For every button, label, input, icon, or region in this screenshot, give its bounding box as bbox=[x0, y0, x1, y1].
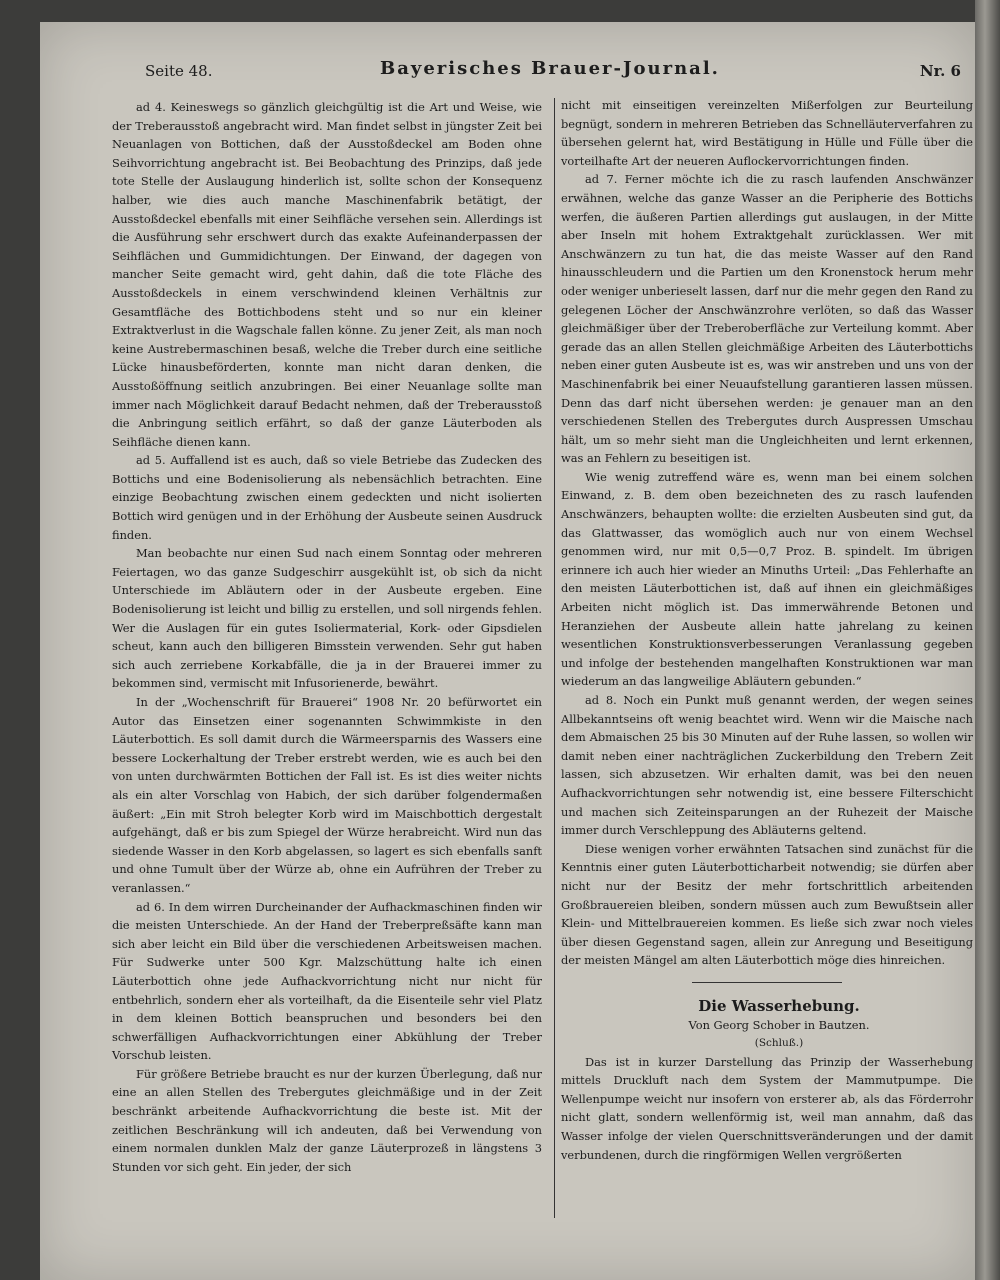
paragraph-continuation: nicht mit einseitigen vereinzelten Mißerfolgen zur Beurteilung begnügt, sondern in mehreren Betrieben das Schnelläuterverfahren zu übersehen gelernt hat, wird Bestätigung in Hülle und Fülle über die vorteilhafte Art der neueren Auflockervorrichtungen finden. bbox=[561, 98, 973, 168]
right-column bbox=[561, 96, 973, 1164]
article-part: (Schluß.) bbox=[754, 1037, 804, 1050]
left-column bbox=[112, 98, 542, 1176]
article-title: Die Wasserhebung. bbox=[698, 996, 860, 1015]
column-divider bbox=[554, 98, 555, 1218]
paragraph-groessere-betriebe: Für größere Betriebe braucht es nur der kurzen Überlegung, daß nur eine an allen Stellen des Trebergutes gleichmäßige und in der Zeit beschränkt arbeitende Aufhackvorrichtung die beste ist. Mit der zeitlichen Beschränkung will ich andeuten, daß bei Verwendung von einem normalen dunklen Malz der ganze Läuterprozeß in längstens 3 Stunden vor sich geht. Ein jeder, der sich bbox=[112, 1066, 542, 1174]
paragraph-ad8: ad 8. Noch ein Punkt muß genannt werden, der wegen seines Allbekanntseins oft wenig beachtet wird. Wenn wir die Maische nach dem Abmaischen 25 bis 30 Minuten auf der Ruhe lassen, so wollen wir damit neben einer nachträglichen Zuckerbildung den Trebern Zeit lassen, sich abzusetzen. Wir erhalten damit, was bei den neuen Aufhackvorrichtungen sehr notwendig ist, eine bessere Filterschicht und machen sich Zeiteinsparungen an der Ruhezeit der Maische immer durch Verschleppung des Abläuterns geltend. bbox=[561, 693, 973, 838]
issue-number: Nr. 6 bbox=[919, 62, 961, 80]
paragraph-conclusion: Diese wenigen vorher erwähnten Tatsachen sind zunächst für die Kenntnis einer guten Läuterbotticharbeit notwendig; sie dürfen aber nicht nur der Besitz der mehr fortschrittlich arbeitenden Großbrauereien bleiben, sondern müssen auch zum Bewußtsein aller Klein- und Mittelbrauereien kommen. Es ließe sich zwar noch vieles über diesen Gegenstand sagen, allein zur Anregung und Beseitigung der meisten Mängel am alten Läuterbottich möge dies hinreichen. bbox=[561, 841, 973, 968]
page-header bbox=[145, 58, 961, 86]
paragraph-wochenschrift: In der „Wochenschrift für Brauerei“ 1908 Nr. 20 befürwortet ein Autor das Einsetzen einer sogenannten Schwimmkiste in den Läuterbottich. Es soll damit durch die Wärmeersparnis des Wassers eine bessere Lockerhaltung der Treber erstrebt werden, wie es auch bei den von unten durchwärmten Bottichen der Fall ist. Es ist dies weiter nichts als ein alter Vorschlag von Habich, der sich darüber folgendermaßen äußert: „Ein mit Stroh belegter Korb wird im Maischbottich dergestalt aufgehängt, daß er bis zum Spiegel der Würze herabreicht. Wird nun das siedende Wasser in den Korb abgelassen, so lagert es sich ebenfalls sanft und ohne Tumult über der Würze ab, ohne ein Aufrühren der Treber zu veranlassen.“ bbox=[112, 695, 542, 895]
paragraph-ad6: ad 6. In dem wirren Durcheinander der Aufhackmaschinen finden wir die meisten Unterschiede. An der Hand der Treberpreßsäfte kann man sich aber leicht ein Bild über die verschiedenen Arbeitsweisen machen. Für Sudwerke unter 500 Kgr. Malzschüttung halte ich einen Läuterbottich ohne jede Aufhackvorrichtung nicht nur nicht für entbehrlich, sondern eher als vorteilhaft, da die Eisenteile sehr viel Platz in dem kleinen Bottich beanspruchen und besonders bei den schwerfälligen Aufhackvorrichtungen einer Abkühlung der Treber Vorschub leisten. bbox=[112, 899, 542, 1063]
page-number: Seite 48. bbox=[145, 62, 213, 80]
paragraph-ad5: ad 5. Auffallend ist es auch, daß so viele Betriebe das Zudecken des Bottichs und eine Bodenisolierung als nebensächlich betrachten. Eine einzige Beobachtung zwischen einem gedeckten und nicht isolierten Bottich wird genügen und in der Erhöhung der Ausbeute seinen Ausdruck finden. bbox=[112, 453, 542, 542]
article-text: Das ist in kurzer Darstellung das Prinzip der Wasserhebung mittels Druckluft nach dem System der Mammutpumpe. Die Wellenpumpe weicht nur insofern von ersterer ab, als das Förderrohr nicht glatt, sondern wellenförmig ist, weil man annahm, daß das Wasser infolge der vielen Querschnittsveränderungen und der damit verbundenen, durch die ringförmigen Wellen vergrößerten bbox=[561, 1054, 973, 1162]
paragraph-ad4: ad 4. Keineswegs so gänzlich gleichgültig ist die Art und Weise, wie der Treberausstoß angebracht wird. Man findet selbst in jüngster Zeit bei Neuanlagen von Bottichen, daß der Ausstoßdeckel am Boden ohne Seihvorrichtung angebracht ist. Bei Beobachtung des Prinzips, daß jede tote Stelle der Auslaugung hinderlich ist, sollte schon der Konsequenz halber, wie dies auch manche Maschinenfabrik betätigt, der Ausstoßdeckel ebenfalls mit einer Seihfläche versehen sein. Allerdings ist die Ausführung sehr erschwert durch das exakte Aufeinanderpassen der Seihflächen und Gummidichtungen. Der Einwand, der dagegen von mancher Seite gemacht wird, geht dahin, daß die tote Fläche des Ausstoßdeckels in einem verschwindend kleinen Verhältnis zur Gesamtfläche des Bottichbodens steht und so nur ein kleiner Extraktverlust in die Wagschale fallen könne. Zu jener Zeit, als man noch keine Austrebermaschinen besaß, welche die Treber durch eine seitliche Lücke hinausbeförderten, konnte man nicht daran denken, die Ausstoßöffnung seitlich anzubringen. Bei einer Neuanlage sollte man immer nach Möglichkeit darauf Bedacht nehmen, daß der Treberausstoß die Anbringung seitlich erfährt, so daß der ganze Läuterboden als Seihfläche dienen kann. bbox=[112, 100, 542, 449]
paragraph-sud: Man beobachte nur einen Sud nach einem Sonntag oder mehreren Feiertagen, wo das ganze Sudgeschirr ausgekühlt ist, ob sich da nicht Unterschiede im Abläutern oder in der Ausbeute ergeben. Eine Bodenisolierung ist leicht und billig zu erstellen, und soll nirgends fehlen. Wer die Auslagen für ein gutes Isoliermaterial, Kork- oder Gipsdielen scheut, kann auch den billigeren Bimsstein verwenden. Sehr gut haben sich auch zerriebene Korkabfälle, die ja in der Brauerei immer zu bekommen sind, vermischt mit Infusorienerde, bewährt. bbox=[112, 546, 542, 691]
journal-title: Bayerisches Brauer-Journal. bbox=[380, 58, 720, 79]
article-separator bbox=[692, 982, 842, 983]
paragraph-ad7: ad 7. Ferner möchte ich die zu rasch laufenden Anschwänzer erwähnen, welche das ganze Wasser an die Peripherie des Bottichs werfen, die äußeren Partien allerdings gut auslaugen, in der Mitte aber Inseln mit hohem Extraktgehalt zurücklassen. Wer mit Anschwänzern zu tun hat, die das meiste Wasser auf den Rand hinausschleudern und die Partien um den Kronenstock herum mehr oder weniger unberieselt lassen, darf nur die mehr gegen den Rand zu gelegenen Löcher der Anschwänzrohre verlöten, so daß das Wasser gleichmäßiger über der Treberoberfläche zur Verteilung kommt. Aber gerade das an allen Stellen gleichmäßige Arbeiten des Läuterbottichs neben einer guten Ausbeute ist es, was wir anstreben und uns von der Maschinenfabrik bei einer Neuaufstellung garantieren lassen müssen. Denn das darf nicht übersehen werden: je genauer man an den verschiedenen Stellen des Trebergutes durch Auspressen Umschau hält, um so mehr sieht man die Ungleichheiten und lernt erkennen, was an Fehlern zu beseitigen ist. bbox=[561, 172, 973, 466]
paragraph-einwand: Wie wenig zutreffend wäre es, wenn man bei einem solchen Einwand, z. B. dem oben bezeichneten des zu rasch laufenden Anschwänzers, behaupten wollte: die erzielten Ausbeuten sind gut, da das Glattwasser, das womöglich auch nur von einem Wechsel genommen wird, nur mit 0,5—0,7 Proz. B. spindelt. Im übrigen erinnere ich auch hier wieder an Minuths Urteil: „Das Fehlerhafte an den meisten Läuterbottichen ist, daß auf ihnen ein gleichmäßiges Arbeiten nicht möglich ist. Das immerwährende Betonen und Heranziehen der Ausbeute allein hatte jahrelang zu keinen wesentlichen Konstruktionsverbesserungen Veranlassung gegeben und infolge der bestehenden mangelhaften Konstruktionen war man wiederum an das langweilige Abläutern gebunden.“ bbox=[561, 469, 973, 689]
page-binding-edge bbox=[975, 0, 1000, 1280]
article-author: Von Georg Schober in Bautzen. bbox=[688, 1017, 870, 1032]
